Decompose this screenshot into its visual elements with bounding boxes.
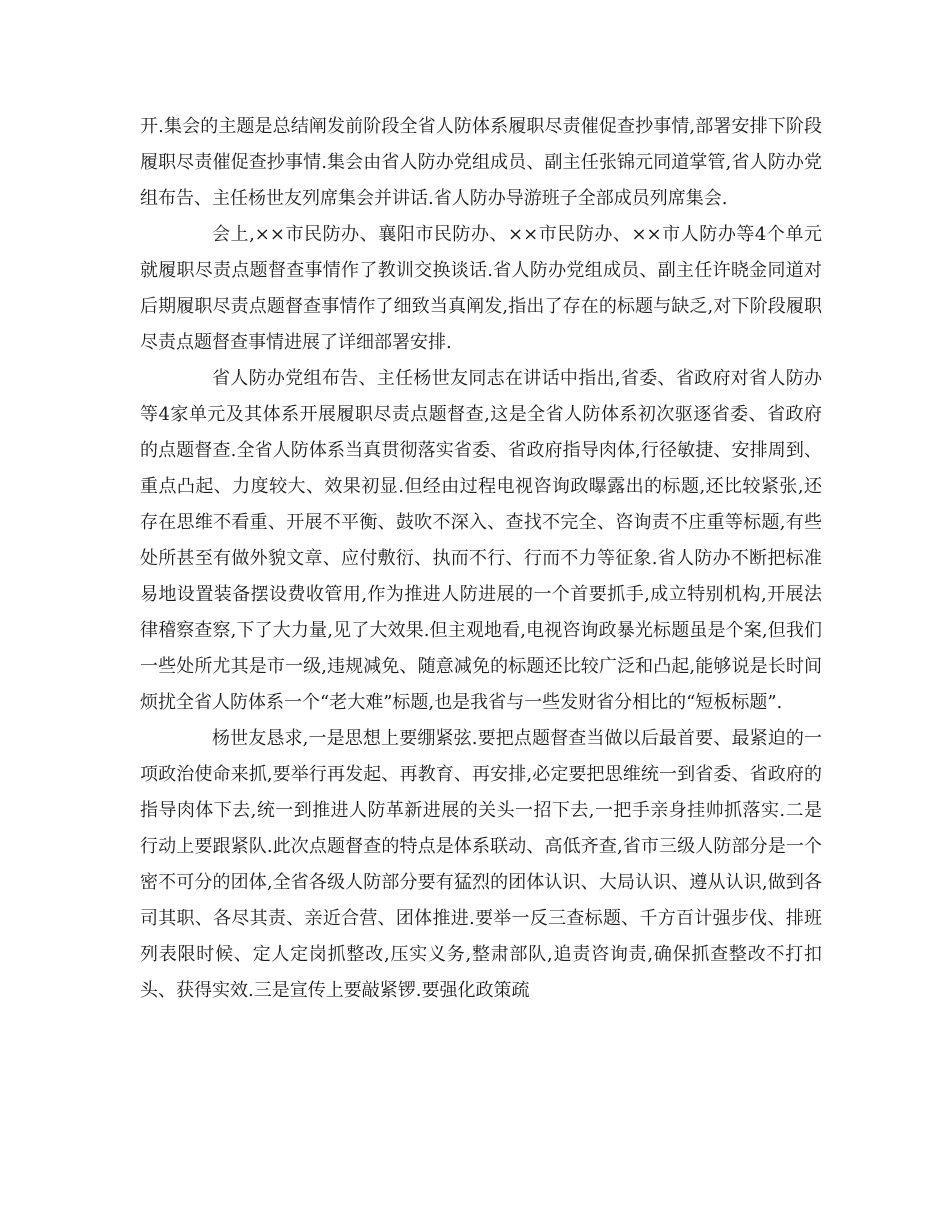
- document-body: [140, 109, 822, 1009]
- paragraph-4: 杨世友恳求,一是思想上要绷紧弦.要把点题督查当做以后最首要、最紧迫的一项政治使命来抓,要举行再发起、再教育、再安排,必定要把思维统一到省委、省政府的指导肉体下去,统一到推进人防革新进展的关头一招下去,一把手亲身挂帅抓落实.二是行动上要跟紧队.此次点题督查的特点是体系联动、高低齐查,省市三级人防部分是一个密不可分的团体,全省各级人防部分要有猛烈的团体认识、大局认识、遵从认识,做到各司其职、各尽其责、亲近合营、团体推进.要举一反三查标题、千方百计强步伐、排班列表限时候、定人定岗抓整改,压实义务,整肃部队,追责咨询责,确保抓查整改不打扣头、获得实效.三是宣传上要敲紧锣.要强化政策疏: [140, 728, 822, 1001]
- paragraph-1: 开.集会的主题是总结阐发前阶段全省人防体系履职尽责催促查抄事情,部署安排下阶段履职尽责催促查抄事情.集会由省人防办党组成员、副主任张锦元同道掌管,省人防办党组布告、主任杨世友列席集会并讲话.省人防办导游班子全部成员列席集会.: [140, 116, 822, 209]
- paragraph-3: 省人防办党组布告、主任杨世友同志在讲话中指出,省委、省政府对省人防办等4家单元及其体系开展履职尽责点题督查,这是全省人防体系初次驱逐省委、省政府的点题督查.全省人防体系当真贯彻落实省委、省政府指导肉体,行径敏捷、安排周到、重点凸起、力度较大、效果初显.但经由过程电视咨询政曝露出的标题,还比较紧张,还存在思维不看重、开展不平衡、鼓吹不深入、查找不完全、咨询责不庄重等标题,有些处所甚至有做外貌文章、应付敷衍、执而不行、行而不力等征象.省人防办不断把标准易地设置装备摆设费收管用,作为推进人防进展的一个首要抓手,成立特别机构,开展法律稽察查察,下了大力量,见了大效果.但主观地看,电视咨询政暴光标题虽是个案,但我们一些处所尤其是市一级,违规减免、随意减免的标题还比较广泛和凸起,能够说是长时间烦扰全省人防体系一个“老大难”标题,也是我省与一些发财省分相比的“短板标题”.: [140, 368, 822, 713]
- paragraph-2: 会上,××市民防办、襄阳市民防办、××市民防办、××市人防办等4个单元就履职尽责点题督查事情作了教训交换谈话.省人防办党组成员、副主任许晓金同道对后期履职尽责点题督查事情作了细致当真阐发,指出了存在的标题与缺乏,对下阶段履职尽责点题督查事情进展了详细部署安排.: [140, 224, 822, 353]
